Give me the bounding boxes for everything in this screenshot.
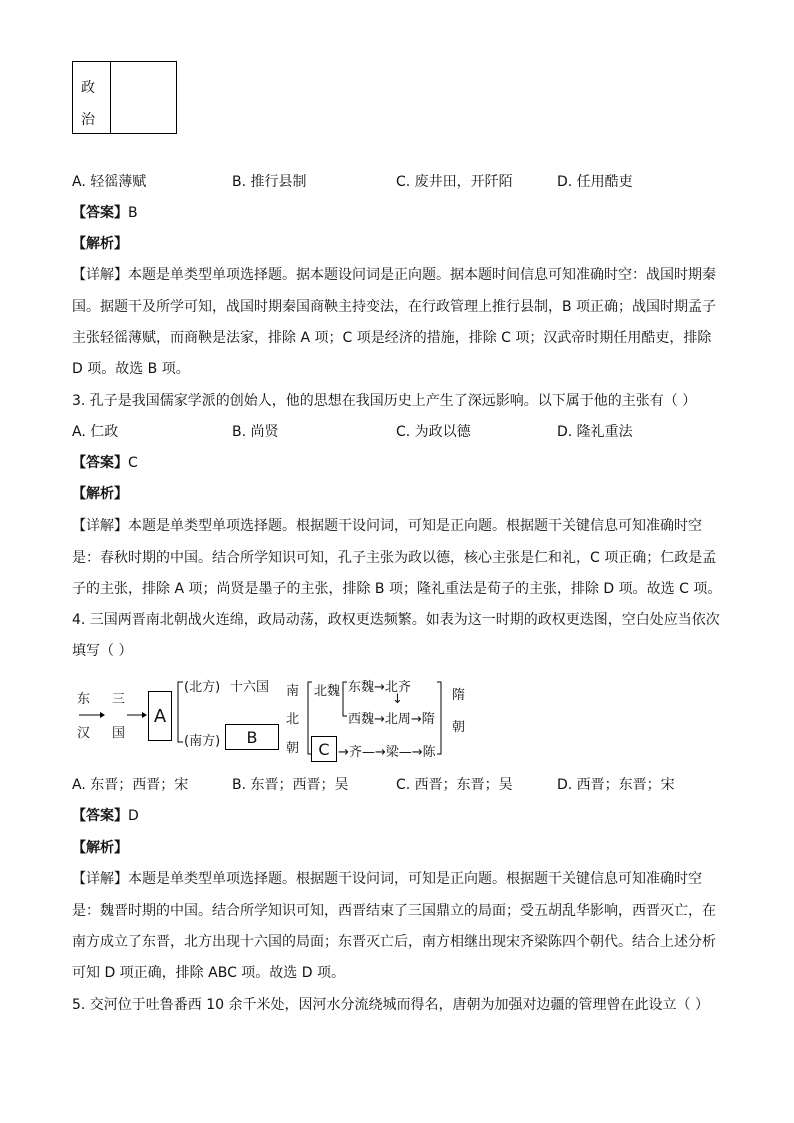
q4-detail-line: 是：魏晋时期的中国。结合所学知识可知，西晋结束了三国鼎立的局面；受五胡乱华影响，西晋灭亡，在 (72, 903, 716, 919)
q2-option-c[interactable]: C. 废井田，开阡陌 (396, 174, 513, 190)
diagram-han: 汉 (77, 726, 91, 741)
q4-stem-line: 4. 三国两晋南北朝战火连绵，政局动荡，政权更迭频繁。如表为这一时期的政权更迭图，空白处应当依次 (72, 612, 720, 628)
q3-option-c[interactable]: C. 为政以德 (396, 424, 471, 440)
answer-tag: 【答案】 (72, 455, 128, 471)
q2-detail-line: 国。据题干及所学可知，战国时期秦国商鞅主持变法，在行政管理上推行县制，B 项正确；战国时期孟子 (72, 299, 717, 315)
q3-answer (72, 453, 138, 473)
diagram-bei: 北 (286, 712, 300, 727)
diagram-down-arrow: ↓ (392, 692, 403, 707)
q2-detail-line: 主张轻徭薄赋，而商鞅是法家，排除 A 项；C 项是经济的措施，排除 C 项；汉武帝时期任用酷吏，排除 (72, 330, 712, 346)
diagram-south-label: (南方) (184, 734, 221, 749)
diagram-sui-chao: 朝 (452, 720, 466, 735)
table-cell-char: 政 (81, 80, 95, 96)
table-divider (110, 62, 111, 133)
diagram-south-chain: →齐—→梁—→陈 (338, 745, 436, 760)
table-cell-label (81, 72, 95, 136)
diagram-box-a: A (148, 691, 172, 741)
q2-option-a[interactable]: A. 轻徭薄赋 (72, 174, 147, 190)
diagram-guo: 国 (112, 726, 126, 741)
diagram-east-chain: 东魏→北齐 (348, 680, 411, 695)
diagram-north-label: (北方) (184, 680, 221, 695)
q3-option-b[interactable]: B. 尚贤 (232, 424, 279, 440)
q3-detail-line: 【详解】本题是单类型单项选择题。根据题干设问词，可知是正向题。根据题干关键信息可知准确时空 (72, 518, 702, 534)
diagram-sixteen-kingdoms: 十六国 (230, 680, 270, 695)
q4-detail-line: 可知 D 项正确，排除 ABC 项。故选 D 项。 (72, 965, 345, 981)
q2-detail-line: 【详解】本题是单类型单项选择题。据本题设问词是正向题。据本题时间信息可知准确时空：战国时期秦 (72, 267, 716, 283)
q4-option-d[interactable]: D. 西晋；东晋；宋 (557, 777, 675, 793)
diagram-dong: 东 (77, 692, 91, 707)
q2-option-b[interactable]: B. 推行县制 (232, 174, 307, 190)
regime-change-diagram (72, 676, 472, 766)
q2-answer (72, 203, 138, 223)
q3-option-d[interactable]: D. 隆礼重法 (557, 424, 633, 440)
diagram-san: 三 (112, 692, 126, 707)
table-cell-char: 治 (81, 112, 95, 128)
diagram-box-c: C (311, 736, 337, 762)
q4-option-a[interactable]: A. 东晋；西晋；宋 (72, 777, 189, 793)
answer-value: D (128, 808, 139, 824)
q4-option-b[interactable]: B. 东晋；西晋；吴 (232, 777, 349, 793)
q4-detail-line: 【详解】本题是单类型单项选择题。根据题干设问词，可知是正向题。根据题干关键信息可知准确时空 (72, 871, 702, 887)
answer-tag: 【答案】 (72, 205, 128, 221)
answer-value: C (128, 455, 138, 471)
diagram-beiwei: 北魏 (314, 684, 341, 699)
diagram-sui: 隋 (452, 688, 466, 703)
diagram-chao: 朝 (286, 741, 300, 756)
q4-stem-line: 填写（ ） (72, 643, 133, 659)
q2-detail-line: D 项。故选 B 项。 (72, 361, 190, 377)
q5-stem: 5. 交河位于吐鲁番西 10 余千米处，因河水分流绕城而得名，唐朝为加强对边疆的管理曾在此设立（ ） (72, 997, 709, 1013)
q3-detail-line: 是：春秋时期的中国。结合所学知识可知，孔子主张为政以德，核心主张是仁和礼，C 项正确；仁政是孟 (72, 550, 717, 566)
q3-analysis-tag: 【解析】 (72, 486, 128, 502)
q3-option-a[interactable]: A. 仁政 (72, 424, 119, 440)
diagram-box-b: B (225, 724, 279, 750)
q3-stem: 3. 孔子是我国儒家学派的创始人，他的思想在我国历史上产生了深远影响。以下属于他的主张有（ ） (72, 393, 697, 409)
q2-option-d[interactable]: D. 任用酷吏 (557, 174, 633, 190)
top-table (72, 61, 177, 134)
q4-answer (72, 806, 139, 826)
diagram-west-chain: 西魏→北周→隋 (348, 712, 435, 727)
q3-detail-line: 子的主张，排除 A 项；尚贤是墨子的主张，排除 B 项；隆礼重法是荀子的主张，排除 D 项。故选 C 项。 (72, 581, 722, 597)
q4-detail-line: 南方成立了东晋，北方出现十六国的局面；东晋灭亡后，南方相继出现宋齐梁陈四个朝代。结合上述分析 (72, 934, 716, 950)
q2-analysis-tag: 【解析】 (72, 236, 128, 252)
q4-option-c[interactable]: C. 西晋；东晋；吴 (396, 777, 513, 793)
q4-analysis-tag: 【解析】 (72, 840, 128, 856)
answer-value: B (128, 205, 138, 221)
diagram-nan: 南 (286, 684, 300, 699)
answer-tag: 【答案】 (72, 808, 128, 824)
